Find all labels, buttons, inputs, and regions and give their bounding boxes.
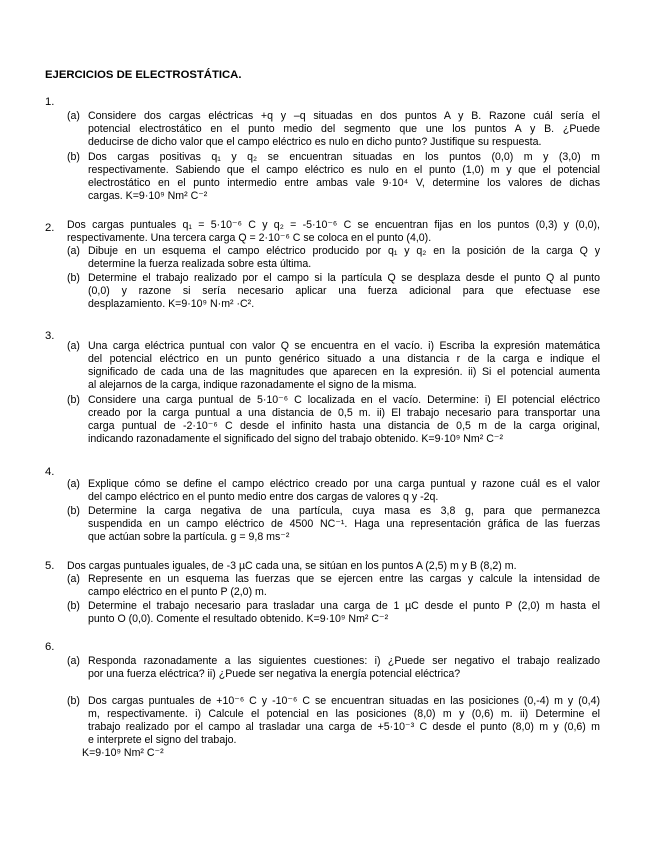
- text-line: deducirse de dicho valor que el campo eléctrico es nulo en dicho punto? Justifique su respuesta.: [88, 136, 542, 148]
- part-label-2b: (b): [67, 272, 80, 284]
- text-line: indicando razonadamente el significado del signo del trabajo obtenido. K=9·10⁹ Nm² C⁻²: [88, 433, 503, 445]
- text-line: desplazamiento. K=9·10⁹ N·m² ·C².: [88, 298, 255, 310]
- text-line: Responda razonadamente a las siguientes cuestiones: i) ¿Puede ser negativo el trabajo realizado: [88, 655, 600, 667]
- part-label-3b: (b): [67, 394, 80, 406]
- text-line: cargas. K=9·10⁹ Nm² C⁻²: [88, 190, 208, 202]
- exercise-number-1: 1.: [45, 96, 55, 108]
- text-line: respectivamente. Una tercera carga Q = 2·10⁻⁶ C se coloca en el punto (4,0).: [67, 232, 432, 244]
- text-line: m, respectivamente. i) Calcule el potencial en las posiciones (8,0) m y (0,6) m. ii) Determine el: [88, 708, 600, 720]
- part-label-3a: (a): [67, 340, 80, 352]
- exercise-number-3: 3.: [45, 330, 55, 342]
- part-label-4b: (b): [67, 505, 80, 517]
- text-line: Determine el trabajo necesario para trasladar una carga de 1 µC desde el punto P (2,0) m hasta el: [88, 600, 600, 612]
- text-line: Una carga eléctrica puntual con valor Q se encuentra en el vacío. i) Escriba la expresión matemática: [88, 340, 600, 352]
- exercise-number-2: 2.: [45, 222, 55, 234]
- page-title: EJERCICIOS DE ELECTROSTÁTICA.: [45, 69, 242, 81]
- text-line: Considere dos cargas eléctricas +q y –q situadas en dos puntos A y B. Razone cuál sería el: [88, 110, 600, 122]
- text-line: punto O (0,0). Comente el resultado obtenido. K=9·10⁹ Nm² C⁻²: [88, 613, 389, 625]
- text-line: Dos cargas positivas q₁ y q₂ se encuentran situadas en los puntos (0,0) m y (3,0) m: [88, 151, 600, 163]
- text-line: del potencial eléctrico en un punto genérico situado a una distancia r de la carga e indique el: [88, 353, 600, 365]
- text-line: e interprete el signo del trabajo.: [88, 734, 237, 746]
- part-label-6a: (a): [67, 655, 80, 667]
- text-line: respectivamente. Sabiendo que el campo eléctrico es nulo en el punto (1,0) m y que el potencial: [88, 164, 600, 176]
- part-label-1b: (b): [67, 151, 80, 163]
- text-line: (0,0) y razone si sería necesario aplicar una fuerza adicional para que efectuase ese: [88, 285, 600, 297]
- text-line: Represente en un esquema las fuerzas que se ejercen entre las cargas y calcule la intensidad de: [88, 573, 600, 585]
- text-line: por una fuerza eléctrica? ii) ¿Puede ser negativa la energía potencial eléctrica?: [88, 668, 461, 680]
- part-label-4a: (a): [67, 478, 80, 490]
- text-line: Determine la carga negativa de una partícula, cuya masa es 3,8 g, para que permanezca: [88, 505, 600, 517]
- text-line: del campo eléctrico en el punto medio entre dos cargas de valores q y -2q.: [88, 491, 439, 503]
- text-line: potencial electrostático en el punto medio del segmento que une los puntos A y B. ¿Puede: [88, 123, 600, 135]
- exercise-number-6: 6.: [45, 641, 55, 653]
- text-line: Dibuje en un esquema el campo eléctrico producido por q₁ y q₂ en la posición de la carga Q y: [88, 245, 600, 257]
- text-line: campo eléctrico en el punto P (2,0) m.: [88, 586, 267, 598]
- text-line: Dos cargas puntuales de +10⁻⁶ C y -10⁻⁶ C se encuentran situadas en las posiciones (0,-4) m y (0,4): [88, 695, 600, 707]
- text-line: creado por la carga puntual a una distancia de 0,5 m. ii) El trabajo necesario para transportar una: [88, 407, 600, 419]
- text-line: Explique cómo se define el campo eléctrico creado por una carga puntual y razone cuál es el valor: [88, 478, 600, 490]
- part-label-6b: (b): [67, 695, 80, 707]
- part-label-5a: (a): [67, 573, 80, 585]
- text-line: trabajo realizado por el campo al trasladar una carga de +5·10⁻³ C desde el punto (8,0) m y (0,6) m: [88, 721, 600, 733]
- text-line: suspendida en un campo eléctrico de 4500 NC⁻¹. Haga una representación gráfica de las fuerzas: [88, 518, 600, 530]
- text-line: electrostático en el punto intermedio entre ambas vale 9·10⁴ V, determine los valores de dichas: [88, 177, 600, 189]
- text-line: carga puntual de -2·10⁻⁶ C desde el infinito hasta una distancia de 0,5 m de la carga original,: [88, 420, 600, 432]
- text-line: Dos cargas puntuales iguales, de -3 µC cada una, se sitúan en los puntos A (2,5) m y B (8,2) m.: [67, 560, 517, 572]
- text-line: determine la fuerza realizada sobre esta última.: [88, 258, 312, 270]
- text-line: significado de cada una de las magnitudes que aparecen en la expresión. ii) Si el potencial aumenta: [88, 366, 600, 378]
- constant-k: K=9·10⁹ Nm² C⁻²: [82, 747, 164, 759]
- text-line: al alejarnos de la carga, indique razonadamente el signo de la misma.: [88, 379, 417, 391]
- exercise-number-5: 5.: [45, 560, 55, 572]
- text-line: Dos cargas puntuales q₁ = 5·10⁻⁶ C y q₂ = -5·10⁻⁶ C se encuentran fijas en los puntos (0,3) y (0,0),: [67, 219, 600, 231]
- part-label-1a: (a): [67, 110, 80, 122]
- part-label-5b: (b): [67, 600, 80, 612]
- text-line: Considere una carga puntual de 5·10⁻⁶ C localizada en el vacío. Determine: i) El potencial eléctrico: [88, 394, 600, 406]
- part-label-2a: (a): [67, 245, 80, 257]
- exercise-number-4: 4.: [45, 466, 55, 478]
- text-line: que actúan sobre la partícula. g = 9,8 ms⁻²: [88, 531, 290, 543]
- text-line: Determine el trabajo realizado por el campo si la partícula Q se desplaza desde el punto Q al punto: [88, 272, 600, 284]
